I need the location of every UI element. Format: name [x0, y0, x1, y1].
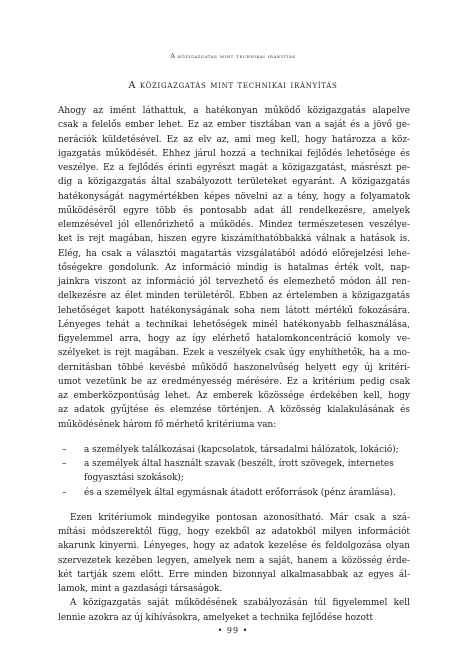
bullet-item	[58, 486, 410, 500]
text-line: ket is rejt magában, hiszen egyre kiszámíthatóbbakká válnak a hatások is.	[58, 234, 410, 245]
text-line: az emberközpontúság lehet. Az emberek közössége érdekében kell, hogy	[58, 391, 410, 401]
text-line: csak a felelős ember lehet. Ez az ember tisztában van a saját és a jövő ge-	[58, 120, 410, 131]
bullet-line	[58, 457, 410, 471]
text-line: Ezen kritériumok mindegyike pontosan azonosítható. Már csak a szá-	[70, 512, 410, 523]
text-line: tőségekre gondolunk. Az információ mindig is hatalmas érték volt, nap-	[58, 262, 410, 273]
bullet-text: és a személyek által egymásnak átadott erőforrások (pénz áramlása).	[84, 487, 396, 498]
dash-marker: –	[62, 487, 67, 498]
bullet-item	[58, 443, 410, 457]
spacer	[58, 432, 410, 443]
paragraph-2	[58, 511, 410, 597]
text-line: Ahogy az imént láthattuk, a hatékonyan működő közigazgatás alapelve	[58, 106, 410, 116]
text-line: figyelemmel arra, hogy az így elérhető hatalomkoncentráció komoly ve-	[58, 334, 410, 344]
running-head: A közigazgatás mint technikai irányítás	[170, 52, 296, 60]
dash-marker: –	[62, 444, 67, 455]
text-line: szervezetek kezében legyen, amelyek nem a saját, hanem a közösség érde-	[58, 555, 410, 566]
dash-marker: –	[62, 459, 67, 469]
paragraph-1	[58, 104, 410, 432]
bullet-text: a személyek által használt szavak (beszélt, írott szövegek, internetes	[84, 459, 394, 469]
spacer	[58, 500, 410, 511]
text-line: Lényeges tehát a technikai lehetőségek minél hatékonyabb felhasználása,	[58, 319, 410, 330]
text-line: igazgatás működését. Ehhez járul hozzá a technikai fejlődés lehetősége és	[58, 148, 410, 159]
bullet-text: a személyek találkozásai (kapcsolatok, társadalmi hálózatok, lokáció);	[84, 444, 399, 455]
text-line: elemzésével jól ellenőrizhető a működés. Mindez természetesen veszélye-	[58, 220, 410, 230]
text-line: akarunk kinyerni. Lényeges, hogy az adatok kezelése és feldolgozása olyan	[58, 541, 410, 552]
text-line: delkezésre az élet minden területéről. Ebben az értelemben a közigazgatás	[58, 291, 410, 302]
text-line: hatékonyságát nagymértékben képes növelni az a tény, hogy a folyamatok	[58, 191, 410, 202]
bullet-list	[58, 443, 410, 500]
text-line: Elég, ha csak a választói magatartás vizsgálatából adódó előrejelzési lehe-	[58, 248, 410, 259]
text-line: mítási módszerektől függ, hogy ezekből az adatokból milyen információt	[58, 527, 410, 537]
paragraph-3	[58, 596, 410, 625]
text-line: lennie azokra az új kihívásokra, amelyeket a technika fejlődése hozott	[58, 612, 374, 623]
body-text	[58, 104, 410, 625]
text-line: jainkra viszont az információ jól tervezhető és elemezhető módon áll ren-	[58, 277, 410, 287]
text-line: szélyeket is rejt magában. Ezek a veszélyek csak úgy enyhíthetők, ha a mo-	[58, 348, 410, 359]
text-line: umot vezetünk be az eredményesség mérésére. Ez a kritérium pedig csak	[58, 376, 410, 387]
text-line: dig a közigazgatás által szabályozott területeket egyaránt. A közigazgatás	[58, 177, 410, 188]
text-line: veszélye. Ez a fejlődés érinti egyrészt magát a közigazgatást, másrészt pe-	[58, 163, 410, 173]
text-line: az adatok gyűjtése és elemzése történjen. A közösség kialakulásának és	[58, 405, 410, 416]
chapter-title: A közigazgatás mint technikai irányítás	[128, 80, 338, 91]
text-line: A közigazgatás saját működésének szabályozásán túl figyelemmel kell	[70, 598, 410, 609]
text-line: lamok, mint a gazdasági társaságok.	[58, 584, 223, 594]
text-line: lehetőséget kapott hatékonyságának soha nem látott mértékű fokozására.	[58, 305, 410, 316]
bullet-line	[58, 486, 410, 500]
text-line: dernitásban többé kevésbé működő haszonelvűség helyett egy új kritéri-	[58, 362, 410, 373]
text-line: két tartják szem előtt. Erre minden bizonnyal alkalmasabbak az egyes ál-	[58, 569, 410, 580]
text-line: nerációk küldetésével. Ez az elv az, ami meg kell, hogy határozza a köz-	[58, 134, 410, 145]
text-line: működéséről egyre több és pontosabb adat áll rendelkezésre, amelyek	[58, 205, 410, 216]
bullet-line	[58, 443, 410, 457]
bullet-continuation: fogyasztási szokások);	[84, 473, 184, 484]
bullet-item	[58, 457, 410, 486]
text-line: működésének három fő mérhető kritériuma van:	[58, 419, 277, 430]
page-number: • 99 •	[217, 626, 249, 635]
